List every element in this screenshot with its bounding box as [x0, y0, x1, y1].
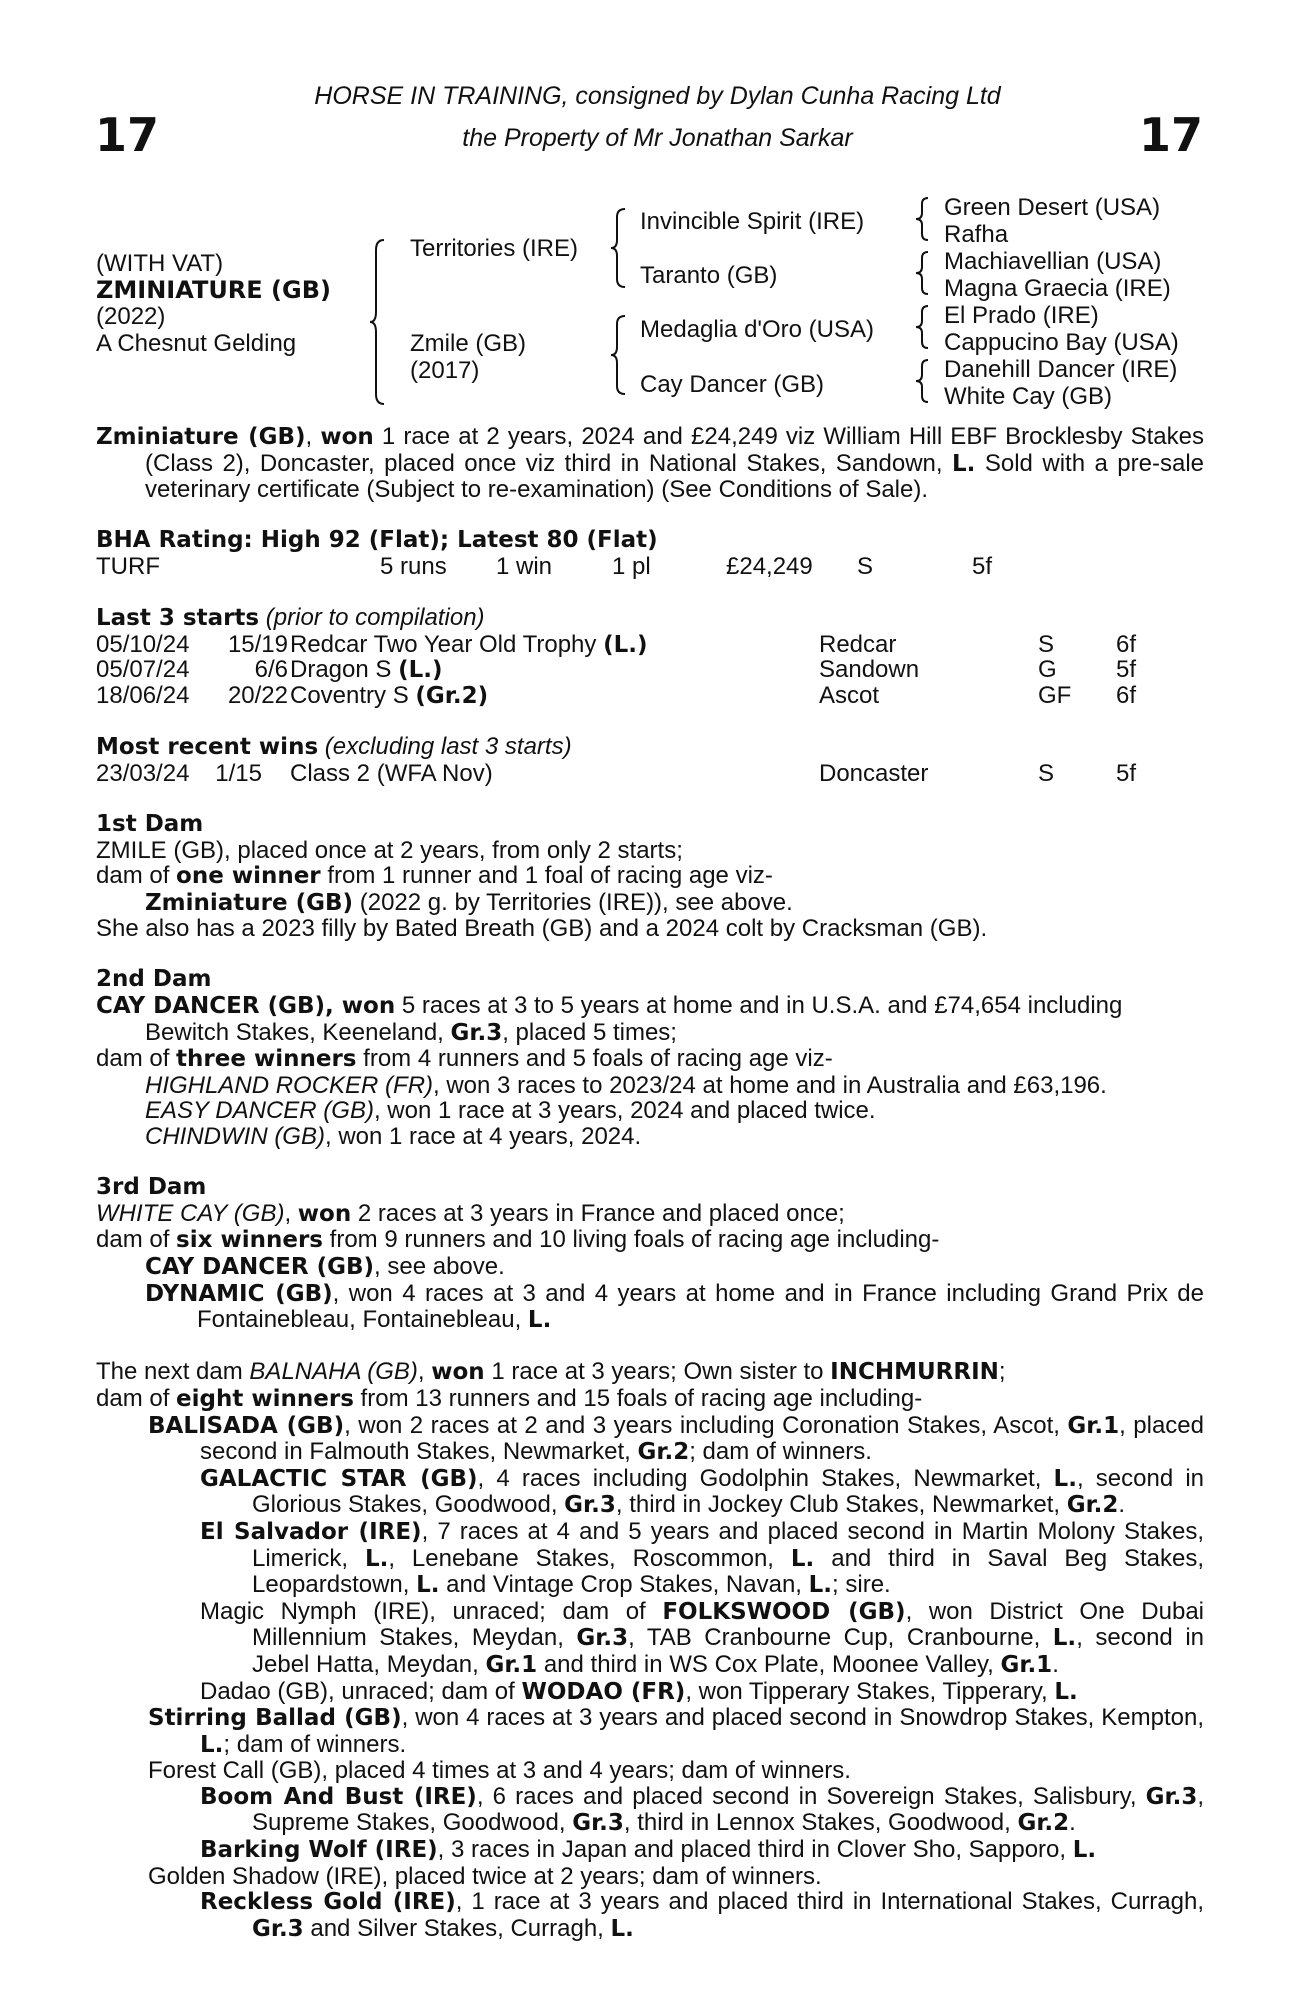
ancestor-dsd: Cappucino Bay (USA) [944, 329, 1179, 356]
dam2-offspring: HIGHLAND ROCKER (FR), won 3 races to 2023/24 at home and in Australia and £63,196. [145, 1071, 1107, 1099]
brace-ds [916, 304, 932, 350]
dam3-offspring: CAY DANCER (GB), see above. [145, 1253, 505, 1280]
ancestor-ddd: White Cay (GB) [944, 383, 1113, 410]
offspring-magic-nymph: Magic Nymph (IRE), unraced; dam of FOLKSWOOD (GB), won District One Dubai Millennium Stakes, Meydan, Gr.3, TAB Cranbourne Cup, Cranbourne, L., second in Jebel Hatta, Meydan, Gr.1 and third in WS Cox Plate, Moonee Valley, Gr.1. [200, 1597, 1204, 1678]
vat-note: (WITH VAT) [96, 250, 224, 277]
grandsire-sire: Invincible Spirit (IRE) [640, 208, 865, 235]
dam1-heading: 1st Dam [96, 810, 204, 837]
dam-name: Zmile (GB) [410, 330, 526, 357]
next-dam-record: The next dam BALNAHA (GB), won 1 race at 3 years; Own sister to INCHMURRIN; [96, 1358, 1006, 1386]
ancestor-sdd: Magna Graecia (IRE) [944, 275, 1171, 302]
ancestor-ssd: Rafha [944, 221, 1009, 248]
dam2-produce: dam of three winners from 4 runners and 5 foals of racing age viz- [96, 1045, 833, 1073]
offspring-reckless-gold: Reckless Gold (IRE), 1 race at 3 years and placed third in International Stakes, Curragh, Gr.3 and Silver Stakes, Curragh, L. [200, 1888, 1204, 1942]
dam1-foals: She also has a 2023 filly by Bated Breath (GB) and a 2024 colt by Cracksman (GB). [96, 915, 988, 943]
next-dam-produce: dam of eight winners from 13 runners and 15 foals of racing age including- [96, 1384, 923, 1412]
ancestor-dss: El Prado (IRE) [944, 302, 1099, 329]
brace-sd [916, 250, 932, 296]
granddam-dam: Cay Dancer (GB) [640, 371, 825, 398]
offspring-forest-call: Forest Call (GB), placed 4 times at 3 and 4 years; dam of winners. [148, 1757, 851, 1785]
dam3-produce: dam of six winners from 9 runners and 10 living foals of racing age including- [96, 1226, 940, 1254]
offspring-el-salvador: El Salvador (IRE), 7 races at 4 and 5 years and placed second in Martin Molony Stakes, Limerick, L., Lenebane Stakes, Roscommon, L. and third in Saval Beg Stakes, Leopardstown, L. and Vintage Crop Stakes, Navan, L.; sire. [200, 1517, 1204, 1599]
dam-year: (2017) [410, 357, 480, 384]
recent-wins-heading: Most recent wins (excluding last 3 starts) [96, 733, 572, 761]
rating-heading: BHA Rating: High 92 (Flat); Latest 80 (Flat) [96, 527, 658, 554]
offspring-stirring-ballad: Stirring Ballad (GB), won 4 races at 3 years and placed second in Snowdrop Stakes, Kempton, L.; dam of winners. [148, 1704, 1204, 1758]
catalogue-body [96, 424, 1204, 1942]
lot-number-left: 17 [95, 108, 160, 162]
horse-description: A Chesnut Gelding [96, 330, 297, 357]
offspring-dadao: Dadao (GB), unraced; dam of WODAO (FR), won Tipperary Stakes, Tipperary, L. [200, 1677, 1078, 1705]
brace-horse [370, 238, 390, 406]
dam2-offspring: CHINDWIN (GB), won 1 race at 4 years, 2024. [145, 1123, 642, 1151]
dam2-offspring: EASY DANCER (GB), won 1 race at 3 years, 2024 and placed twice. [145, 1097, 876, 1125]
ancestor-sds: Machiavellian (USA) [944, 248, 1162, 275]
last-start-row: 05/10/24 15/19 Redcar Two Year Old Trophy (L.) Redcar S 6f [96, 630, 1137, 658]
ancestor-dds: Danehill Dancer (IRE) [944, 356, 1178, 383]
ancestor-sss: Green Desert (USA) [944, 194, 1161, 221]
lot-number-right: 17 [1138, 108, 1203, 162]
summary-paragraph: Zminiature (GB), won 1 race at 2 years, 2024 and £24,249 viz William Hill EBF Brocklesby Stakes (Class 2), Doncaster, placed once viz third in National Stakes, Sandown, L. Sold with a pre-sale veterinary certificate (Subject to re-examination) (See Conditions of Sale). [96, 423, 1204, 504]
dam3-record: WHITE CAY (GB), won 2 races at 3 years in France and placed once; [96, 1199, 845, 1227]
dam1-produce: dam of one winner from 1 runner and 1 foal of racing age viz- [96, 862, 773, 890]
offspring-golden-shadow: Golden Shadow (IRE), placed twice at 2 years; dam of winners. [148, 1862, 822, 1890]
rating-row: TURF 5 runs 1 win 1 pl £24,249 S 5f [96, 552, 993, 580]
offspring-boom-and-bust: Boom And Bust (IRE), 6 races and placed second in Sovereign Stakes, Salisbury, Gr.3, Supreme Stakes, Goodwood, Gr.3, third in Lennox Stakes, Goodwood, Gr.2. [200, 1782, 1205, 1837]
dam1-line: ZMILE (GB), placed once at 2 years, from only 2 starts; [96, 836, 683, 864]
last-starts-heading: Last 3 starts (prior to compilation) [96, 604, 485, 632]
header-property: the Property of Mr Jonathan Sarkar [462, 124, 853, 152]
brace-ss [916, 196, 932, 242]
horse-year: (2022) [96, 303, 166, 330]
dam2-record: CAY DANCER (GB), won 5 races at 3 to 5 years at home and in U.S.A. and £74,654 including Bewitch Stakes, Keeneland, Gr.3, placed 5 times; [96, 992, 1123, 1046]
dam3-offspring: DYNAMIC (GB), won 4 races at 3 and 4 years at home and in France including Grand Prix de Fontainebleau, Fontainebleau, L. [145, 1279, 1204, 1334]
granddam-sire: Taranto (GB) [640, 262, 778, 289]
brace-sire [611, 207, 631, 289]
last-start-row: 18/06/24 20/22 Coventry S (Gr.2) Ascot GF 6f [96, 681, 1137, 709]
dam3-heading: 3rd Dam [96, 1174, 207, 1201]
dam2-heading: 2nd Dam [96, 966, 212, 993]
brace-dd [916, 358, 932, 404]
offspring-balisada: BALISADA (GB), won 2 races at 2 and 3 years including Coronation Stakes, Ascot, Gr.1, placed second in Falmouth Stakes, Newmarket, Gr.2; dam of winners. [148, 1411, 1205, 1466]
sire-name: Territories (IRE) [410, 235, 579, 262]
offspring-galactic-star: GALACTIC STAR (GB), 4 races including Godolphin Stakes, Newmarket, L., second in Glorious Stakes, Goodwood, Gr.3, third in Jockey Club Stakes, Newmarket, Gr.2. [200, 1464, 1204, 1519]
recent-win-row: 23/03/24 1/15 Class 2 (WFA Nov) Doncaster S 5f [96, 759, 1137, 787]
dam1-offspring: Zminiature (GB) (2022 g. by Territories (IRE)), see above. [145, 888, 793, 916]
last-start-row: 05/07/24 6/6 Dragon S (L.) Sandown G 5f [96, 656, 1137, 684]
header-consignor: HORSE IN TRAINING, consigned by Dylan Cunha Racing Ltd [314, 82, 1001, 110]
brace-dam [611, 314, 631, 396]
horse-name: ZMINIATURE (GB) [96, 276, 331, 304]
grandsire-dam: Medaglia d'Oro (USA) [640, 316, 874, 343]
offspring-barking-wolf: Barking Wolf (IRE), 3 races in Japan and placed third in Clover Sho, Sapporo, L. [200, 1836, 1097, 1864]
